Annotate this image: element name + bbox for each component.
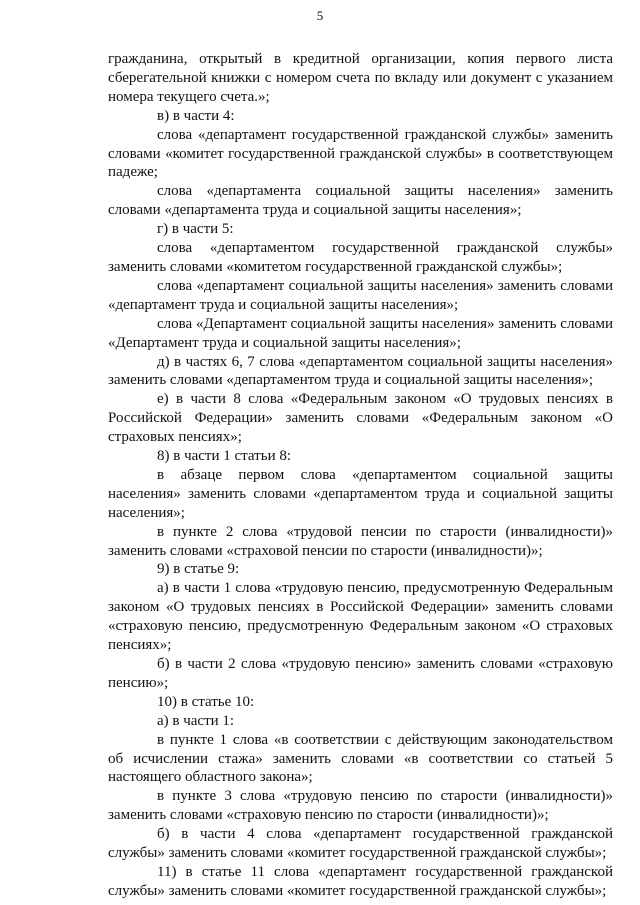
paragraph: слова «департамент социальной защиты населения» заменить словами «департамент труда и социальной защиты населения»; bbox=[108, 277, 613, 313]
paragraph: слова «департаментом государственной гражданской службы» заменить словами «комитетом государственной гражданской службы»; bbox=[108, 240, 613, 275]
paragraph: слова «департамента социальной защиты населения» заменить словами «департамента труда и социальной защиты населения»; bbox=[108, 183, 613, 219]
paragraph: 10) в статье 10: bbox=[157, 693, 255, 710]
paragraph: б) в части 2 слова «трудовую пенсию» заменить словами «страховую пенсию»; bbox=[108, 656, 613, 691]
paragraph: в пункте 2 слова «трудовой пенсии по старости (инвалидности)» заменить словами «страховой пенсии по старости (инвалидности)»; bbox=[108, 523, 613, 559]
paragraph: е) в части 8 слова «Федеральным законом «О трудовых пенсиях в Российской Федерации» заменить словами «Федеральным законом «О страховых пенсиях»; bbox=[108, 391, 613, 446]
paragraph: в пункте 3 слова «трудовую пенсию по старости (инвалидности)» заменить словами «страховую пенсию по старости (инвалидности)»; bbox=[108, 788, 613, 824]
paragraph: а) в части 1 слова «трудовую пенсию, предусмотренную Федеральным законом «О трудовых пенсиях в Российской Федерации» заменить словами «страховую пенсию, предусмотренную Федеральным законом «О страховых пенсиях»; bbox=[108, 580, 613, 654]
paragraph: д) в частях 6, 7 слова «департаментом социальной защиты населения» заменить словами «департаментом труда и социальной защиты населения»; bbox=[108, 353, 613, 389]
paragraph: 11) в статье 11 слова «департамент государственной гражданской службы» заменить словами «комитет государственной гражданской службы»; bbox=[108, 863, 613, 899]
document-body bbox=[108, 50, 613, 901]
paragraph: слова «департамент государственной гражданской службы» заменить словами «комитет государственной гражданской службы» в соответствующем падеже; bbox=[108, 126, 613, 181]
paragraph: 8) в части 1 статьи 8: bbox=[157, 448, 292, 465]
paragraph: гражданина, открытый в кредитной организации, копия первого листа сберегательной книжки с номером счета по вкладу или документ с указанием номера текущего счета.»; bbox=[108, 51, 613, 105]
paragraph: б) в части 4 слова «департамент государственной гражданской службы» заменить словами «комитет государственной гражданской службы»; bbox=[108, 826, 613, 862]
paragraph: а) в части 1: bbox=[157, 712, 235, 729]
paragraph: в пункте 1 слова «в соответствии с действующим законодательством об исчислении стажа» заменить словами «в соответствии со статьей 5 настоящего областного закона»; bbox=[108, 731, 613, 786]
paragraph: в) в части 4: bbox=[157, 107, 235, 124]
paragraph: г) в части 5: bbox=[157, 221, 234, 238]
page-number: 5 bbox=[316, 8, 324, 23]
paragraph: слова «Департамент социальной защиты населения» заменить словами «Департамент труда и социальной защиты населения»; bbox=[108, 315, 613, 351]
paragraph: 9) в статье 9: bbox=[157, 561, 240, 578]
paragraph: в абзаце первом слова «департаментом социальной защиты населения» заменить словами «департаментом труда и социальной защиты населения»; bbox=[108, 466, 613, 521]
